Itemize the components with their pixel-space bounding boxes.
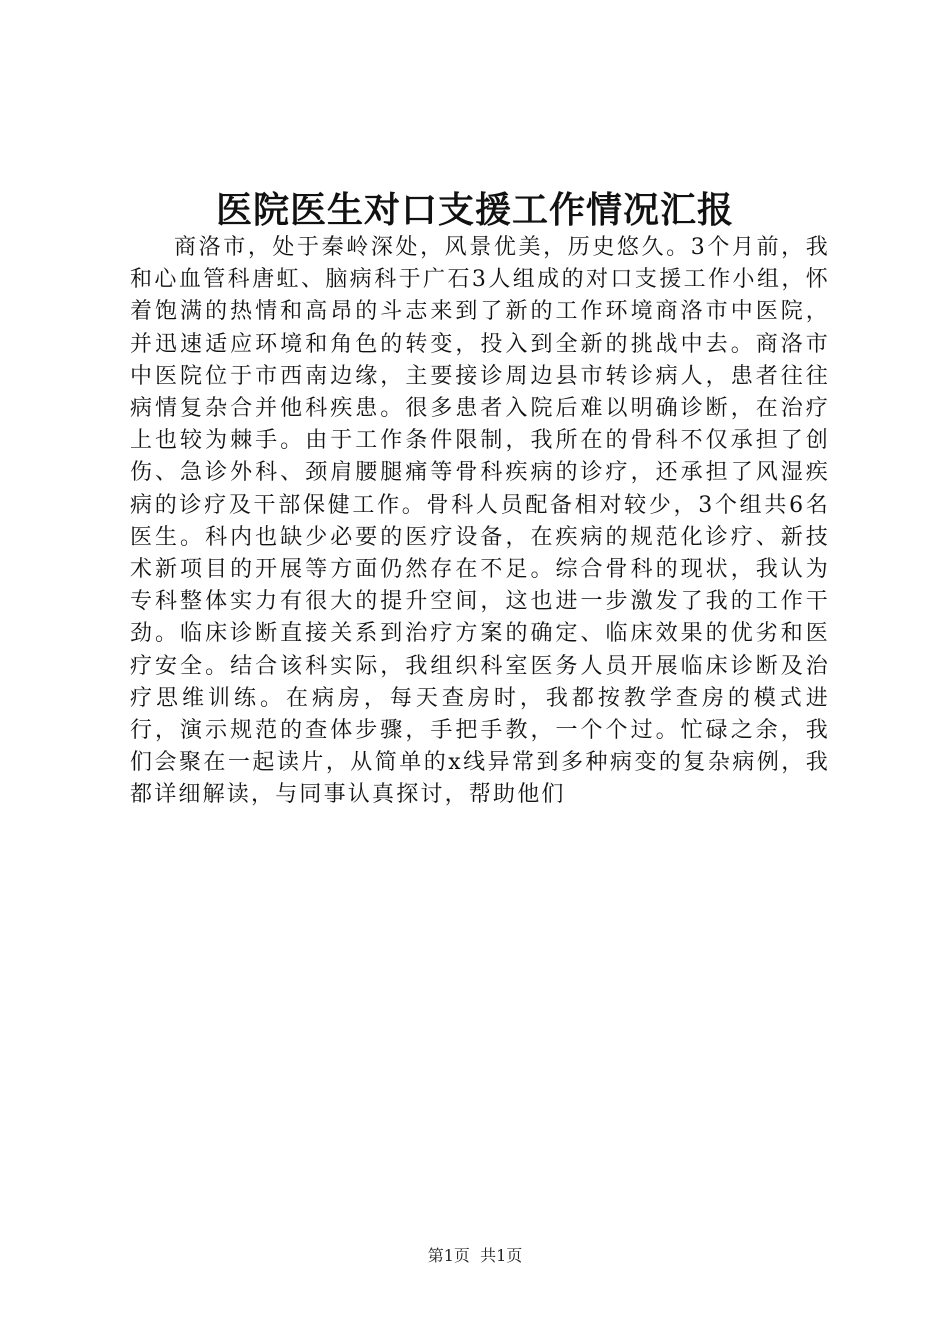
document-body-paragraph: 商洛市，处于秦岭深处，风景优美，历史悠久。3个月前，我和心血管科唐虹、脑病科于广石3人组成的对口支援工作小组，怀着饱满的热情和高昂的斗志来到了新的工作环境商洛市中医院，并迅速适应环境和角色的转变，投入到全新的挑战中去。商洛市中医院位于市西南边缘，主要接诊周边县市转诊病人，患者往往病情复杂合并他科疾患。很多患者入院后难以明确诊断，在治疗上也较为棘手。由于工作条件限制，我所在的骨科不仅承担了创伤、急诊外科、颈肩腰腿痛等骨科疾病的诊疗，还承担了风湿疾病的诊疗及干部保健工作。骨科人员配备相对较少，3个组共6名医生。科内也缺少必要的医疗设备，在疾病的规范化诊疗、新技术新项目的开展等方面仍然存在不足。综合骨科的现状，我认为专科整体实力有很大的提升空间，这也进一步激发了我的工作干劲。临床诊断直接关系到治疗方案的确定、临床效果的优劣和医疗安全。结合该科实际，我组织科室医务人员开展临床诊断及治疗思维训练。在病房，每天查房时，我都按教学查房的模式进行，演示规范的查体步骤，手把手教，一个个过。忙碌之余，我们会聚在一起读片，从简单的x线异常到多种病变的复杂病例，我都详细解读，与同事认真探讨，帮助他们: [130, 235, 830, 808]
page-number-label: 第1页 共1页: [427, 1246, 523, 1265]
page-footer: [0, 1245, 950, 1267]
document-title: 医院医生对口支援工作情况汇报: [215, 189, 734, 231]
